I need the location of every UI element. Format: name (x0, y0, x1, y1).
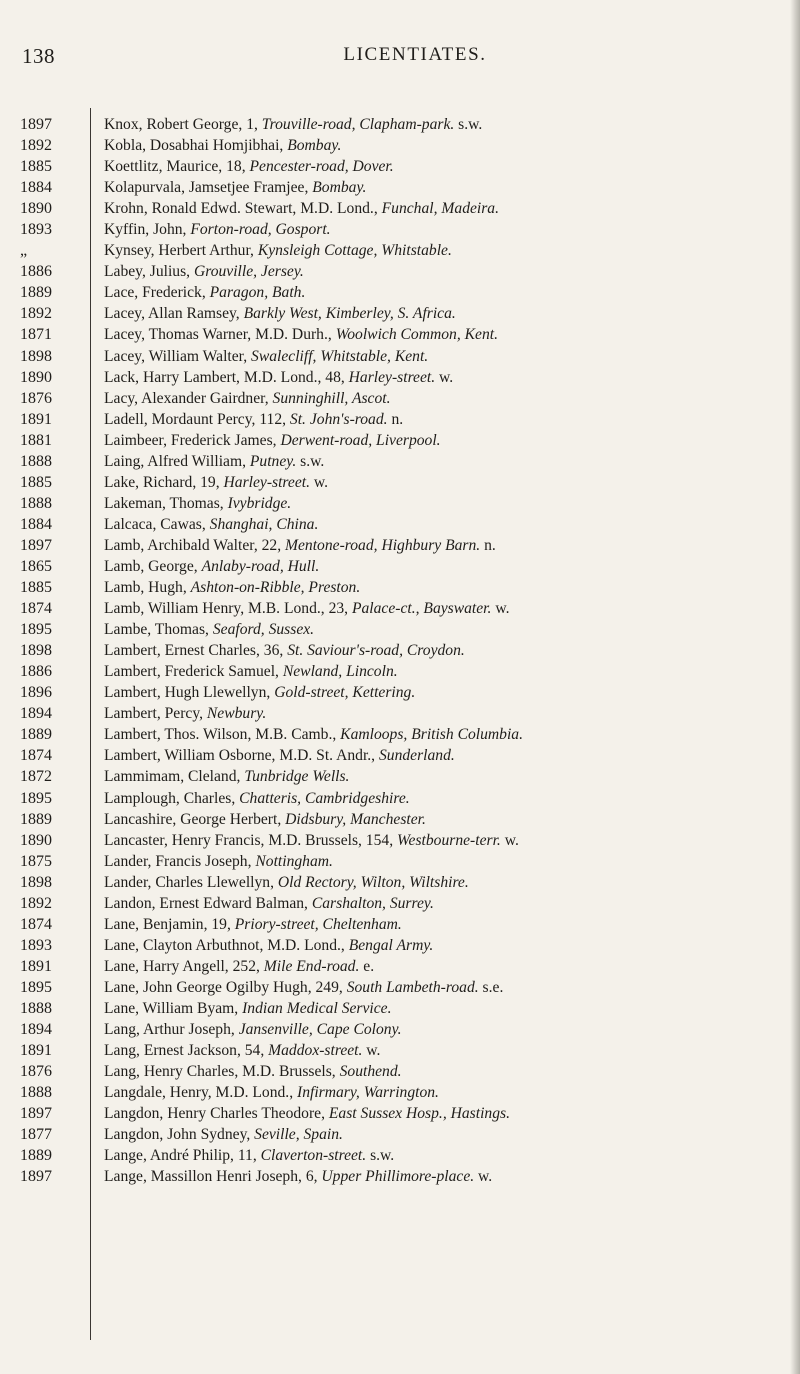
entry-name: Knox, Robert George, 1, (104, 116, 262, 133)
entry-year: 1876 (20, 1063, 52, 1081)
entry-line (104, 430, 774, 451)
entry-name: Labey, Julius, (104, 263, 194, 281)
entry-line (104, 114, 774, 135)
entry-line (104, 1124, 774, 1145)
entry-year: 1898 (20, 642, 52, 660)
entry-line (104, 1019, 774, 1040)
entry-year: 1895 (20, 978, 52, 996)
entry-name: Lace, Frederick, (104, 284, 210, 302)
entry-year: 1893 (20, 221, 52, 239)
entry-name: Koettlitz, Maurice, 18, (104, 158, 250, 176)
entry-year: 1897 (20, 1105, 52, 1123)
entry-address: Paragon, Bath. (209, 284, 306, 302)
entry-line (104, 388, 774, 409)
entry-name: Lalcaca, Cawas, (104, 515, 210, 533)
entry-district: e. (359, 957, 375, 975)
entry-name: Lambert, Frederick Samuel, (104, 663, 283, 681)
entry-line (104, 682, 774, 703)
entry-name: Lander, Francis Joseph, (104, 852, 256, 870)
entry-name: Lacy, Alexander Gairdner, (104, 389, 273, 407)
entry-name: Lang, Henry Charles, M.D. Brussels, (104, 1063, 340, 1081)
entry-line (104, 640, 774, 661)
entry-name: Lamplough, Charles, (104, 789, 240, 807)
running-head: LICENTIATES. (343, 44, 487, 65)
entry-line (104, 367, 774, 388)
entry-line (104, 409, 774, 430)
entry-name: Lancaster, Henry Francis, M.D. Brussels, 154, (104, 831, 397, 849)
entry-district: s.w. (366, 1147, 395, 1165)
entry-year: 1888 (20, 1084, 52, 1102)
entry-address: Old Rectory, Wilton, Wiltshire. (277, 873, 469, 891)
entry-address: Nottingham. (255, 852, 333, 870)
entry-address: Kamloops, British Columbia. (340, 726, 523, 744)
entry-year: 1889 (20, 810, 52, 828)
entry-name: Laing, Alfred William, (104, 452, 250, 470)
entry-year: 1885 (20, 473, 52, 491)
entry-line (104, 872, 774, 893)
entry-year: 1875 (20, 852, 52, 870)
entry-address: Seville, Spain. (254, 1126, 343, 1144)
entry-name: Lambert, Thos. Wilson, M.B. Camb., (104, 726, 341, 744)
entry-name: Lancashire, George Herbert, (104, 810, 286, 828)
entry-name: Lambert, Ernest Charles, 36, (104, 642, 288, 660)
page-number: 138 (22, 44, 55, 68)
entry-year: 1895 (20, 621, 52, 639)
entry-address: Trouville-road, Clapham-park. (261, 116, 455, 133)
entry-address: Sunderland. (378, 747, 455, 765)
entry-name: Langdon, John Sydney, (104, 1126, 255, 1144)
entry-address: Westbourne-terr. (397, 831, 501, 849)
entry-address: Putney. (249, 452, 297, 470)
entry-name: Krohn, Ronald Edwd. Stewart, M.D. Lond., (104, 200, 382, 218)
entry-name: Lander, Charles Llewellyn, (104, 873, 278, 891)
entry-name: Lamb, William Henry, M.B. Lond., 23, (104, 600, 352, 618)
entry-year: 1892 (20, 137, 52, 155)
entry-district: s.w. (454, 116, 483, 133)
entry-line (104, 1082, 774, 1103)
entry-year: 1892 (20, 305, 52, 323)
entry-list (104, 114, 774, 1187)
entry-line (104, 577, 774, 598)
entry-line (104, 346, 774, 367)
entry-line (104, 745, 774, 766)
entry-address: Upper Phillimore-place. (321, 1168, 475, 1186)
entry-name: Lane, William Byam, (104, 999, 243, 1017)
entry-name: Landon, Ernest Edward Balman, (104, 894, 312, 912)
entry-year: 1890 (20, 368, 52, 386)
entry-line (104, 240, 774, 261)
entry-district: s.e. (478, 978, 504, 996)
page-edge-shadow (790, 0, 800, 1374)
entry-district: w. (491, 600, 510, 618)
entry-address: Didsbury, Manchester. (285, 810, 426, 828)
entry-line (104, 998, 774, 1019)
entry-year: 1874 (20, 915, 52, 933)
entry-address: Chatteris, Cambridgeshire. (239, 789, 410, 807)
entry-year: 1890 (20, 200, 52, 218)
entry-address: St. Saviour's-road, Croydon. (287, 642, 465, 660)
entry-district: n. (480, 536, 496, 554)
entry-year: 1888 (20, 452, 52, 470)
entry-line (104, 956, 774, 977)
entry-line (104, 1166, 774, 1187)
entry-address: East Sussex Hosp., Hastings. (328, 1105, 510, 1123)
entry-name: Lambe, Thomas, (104, 621, 213, 639)
entry-year: 1893 (20, 936, 52, 954)
entry-address: Infirmary, Warrington. (297, 1084, 439, 1102)
entry-address: Mile End-road. (263, 957, 360, 975)
entry-year: 1884 (20, 179, 52, 197)
entry-line (104, 809, 774, 830)
entry-year: 1877 (20, 1126, 52, 1144)
entry-name: Lamb, Archibald Walter, 22, (104, 536, 286, 554)
entry-name: Lambert, Percy, (104, 705, 207, 723)
entry-district: w. (500, 831, 519, 849)
entry-address: Bombay. (312, 179, 367, 197)
entry-name: Lane, Harry Angell, 252, (104, 957, 264, 975)
entry-year: 1885 (20, 579, 52, 597)
entry-line (104, 451, 774, 472)
entry-year: 1885 (20, 158, 52, 176)
entry-line (104, 598, 774, 619)
entry-line (104, 661, 774, 682)
entry-line (104, 135, 774, 156)
entry-name: Langdon, Henry Charles Theodore, (104, 1105, 329, 1123)
entry-address: Anlaby-road, Hull. (201, 557, 320, 575)
entry-year: 1891 (20, 1042, 52, 1060)
entry-address: Priory-street, Cheltenham. (234, 915, 402, 933)
entry-name: Ladell, Mordaunt Percy, 112, (104, 410, 290, 428)
entry-year: 1874 (20, 600, 52, 618)
entry-year: 1894 (20, 1021, 52, 1039)
entry-line (104, 514, 774, 535)
entry-line (104, 1103, 774, 1124)
entry-year: 1894 (20, 705, 52, 723)
entry-year: 1892 (20, 894, 52, 912)
entry-year: 1889 (20, 726, 52, 744)
entry-address: Harley-street. (223, 473, 310, 491)
entry-name: Kynsey, Herbert Arthur, (104, 242, 258, 260)
entry-address: Maddox-street. (268, 1042, 363, 1060)
entry-address: Swalecliff, Whitstable, Kent. (251, 347, 429, 365)
entry-name: Lambert, Hugh Llewellyn, (104, 684, 275, 702)
entry-year: 1896 (20, 684, 52, 702)
entry-line (104, 830, 774, 851)
entry-line (104, 261, 774, 282)
entry-year: 1889 (20, 1147, 52, 1165)
entry-name: Lamb, Hugh, (104, 579, 191, 597)
entry-name: Lake, Richard, 19, (104, 473, 224, 491)
entry-name: Lack, Harry Lambert, M.D. Lond., 48, (104, 368, 349, 386)
entry-address: Indian Medical Service. (242, 999, 392, 1017)
entry-address: Newbury. (206, 705, 267, 723)
entry-line (104, 535, 774, 556)
entry-address: Ashton-on-Ribble, Preston. (190, 579, 361, 597)
entry-address: Carshalton, Surrey. (311, 894, 434, 912)
entry-line (104, 472, 774, 493)
entry-line (104, 556, 774, 577)
entry-address: Southend. (339, 1063, 402, 1081)
entry-address: Pencester-road, Dover. (249, 158, 394, 176)
entry-name: Lang, Ernest Jackson, 54, (104, 1042, 269, 1060)
entry-year: 1871 (20, 326, 52, 344)
entry-address: Seaford, Sussex. (212, 621, 315, 639)
entry-year: 1895 (20, 789, 52, 807)
entry-year: 1891 (20, 410, 52, 428)
entry-year: 1890 (20, 831, 52, 849)
entry-year: 1888 (20, 999, 52, 1017)
entry-address: St. John's-road. (289, 410, 388, 428)
entry-line (104, 219, 774, 240)
entry-address: Grouville, Jersey. (193, 263, 304, 281)
year-column (20, 114, 88, 1187)
entry-name: Lange, André Philip, 11, (104, 1147, 261, 1165)
entry-address: Funchal, Madeira. (381, 200, 500, 218)
entry-address: Shanghai, China. (209, 515, 319, 533)
entry-line (104, 493, 774, 514)
entry-line (104, 156, 774, 177)
entry-year: 1897 (20, 1168, 52, 1186)
column-divider (90, 108, 91, 1340)
entry-address: Jansenville, Cape Colony. (238, 1021, 402, 1039)
entry-name: Kobla, Dosabhai Homjibhai, (104, 137, 288, 155)
entry-line (104, 788, 774, 809)
entry-year: 1898 (20, 873, 52, 891)
entry-line (104, 198, 774, 219)
entry-year: 1872 (20, 768, 52, 786)
entry-year: 1889 (20, 284, 52, 302)
entry-name: Lane, John George Ogilby Hugh, 249, (104, 978, 347, 996)
entry-address: Claverton-street. (260, 1147, 367, 1165)
entry-district: n. (387, 410, 404, 428)
entry-name: Lang, Arthur Joseph, (104, 1021, 239, 1039)
entry-name: Lange, Massillon Henri Joseph, 6, (104, 1168, 322, 1186)
entry-district: s.w. (296, 452, 325, 470)
entry-line (104, 977, 774, 998)
entry-name: Kyffin, John, (104, 221, 191, 239)
entry-year: 1865 (20, 557, 52, 575)
entry-line (104, 766, 774, 787)
entry-address: Sunninghill, Ascot. (272, 389, 391, 407)
entry-name: Lambert, William Osborne, M.D. St. Andr., (104, 747, 379, 765)
entry-year: 1881 (20, 431, 52, 449)
entry-year: „ (20, 242, 28, 260)
entry-name: Lacey, Thomas Warner, M.D. Durh., (104, 326, 336, 344)
entry-year: 1886 (20, 663, 52, 681)
entry-district: w. (474, 1168, 493, 1186)
entry-address: Tunbridge Wells. (244, 768, 350, 786)
entry-line (104, 303, 774, 324)
entry-name: Lane, Clayton Arbuthnot, M.D. Lond., (104, 936, 349, 954)
entry-address: Derwent-road, Liverpool. (280, 431, 441, 449)
entry-name: Laimbeer, Frederick James, (104, 431, 281, 449)
entry-line (104, 1061, 774, 1082)
entry-address: Forton-road, Gosport. (190, 221, 331, 239)
entry-name: Langdale, Henry, M.D. Lond., (104, 1084, 297, 1102)
entry-year: 1897 (20, 116, 52, 133)
entry-line (104, 1040, 774, 1061)
entry-line (104, 724, 774, 745)
entry-year: 1884 (20, 515, 52, 533)
entry-name: Lamb, George, (104, 557, 202, 575)
entry-year: 1897 (20, 536, 52, 554)
entry-address: Kynsleigh Cottage, Whitstable. (257, 242, 452, 260)
entry-name: Lammimam, Cleland, (104, 768, 245, 786)
entry-line (104, 619, 774, 640)
entry-name: Lacey, William Walter, (104, 347, 252, 365)
entry-address: Ivybridge. (227, 494, 292, 512)
entry-line (104, 914, 774, 935)
entry-line (104, 177, 774, 198)
entry-year: 1874 (20, 747, 52, 765)
entry-address: Newland, Lincoln. (282, 663, 398, 681)
entry-line (104, 1145, 774, 1166)
entry-address: South Lambeth-road. (346, 978, 479, 996)
entry-address: Woolwich Common, Kent. (335, 326, 498, 344)
entry-address: Gold-street, Kettering. (274, 684, 416, 702)
entry-line (104, 893, 774, 914)
entry-name: Lacey, Allan Ramsey, (104, 305, 244, 323)
entry-year: 1886 (20, 263, 52, 281)
entry-name: Kolapurvala, Jamsetjee Framjee, (104, 179, 313, 197)
entry-line (104, 324, 774, 345)
entry-line (104, 851, 774, 872)
entry-address: Harley-street. (348, 368, 436, 386)
entry-address: Mentone-road, Highbury Barn. (285, 536, 481, 554)
entry-district: w. (362, 1042, 381, 1060)
entry-address: Bombay. (287, 137, 342, 155)
entry-year: 1876 (20, 389, 52, 407)
entry-line (104, 935, 774, 956)
entry-address: Bengal Army. (348, 936, 434, 954)
entry-district: w. (309, 473, 329, 491)
entry-name: Lakeman, Thomas, (104, 494, 228, 512)
entry-year: 1888 (20, 494, 52, 512)
entry-district: w. (435, 368, 454, 386)
entry-line (104, 282, 774, 303)
entry-address: Barkly West, Kimberley, S. Africa. (243, 305, 456, 323)
entry-line (104, 703, 774, 724)
entry-year: 1891 (20, 957, 52, 975)
entry-name: Lane, Benjamin, 19, (104, 915, 235, 933)
entry-year: 1898 (20, 347, 52, 365)
entry-address: Palace-ct., Bayswater. (351, 600, 492, 618)
